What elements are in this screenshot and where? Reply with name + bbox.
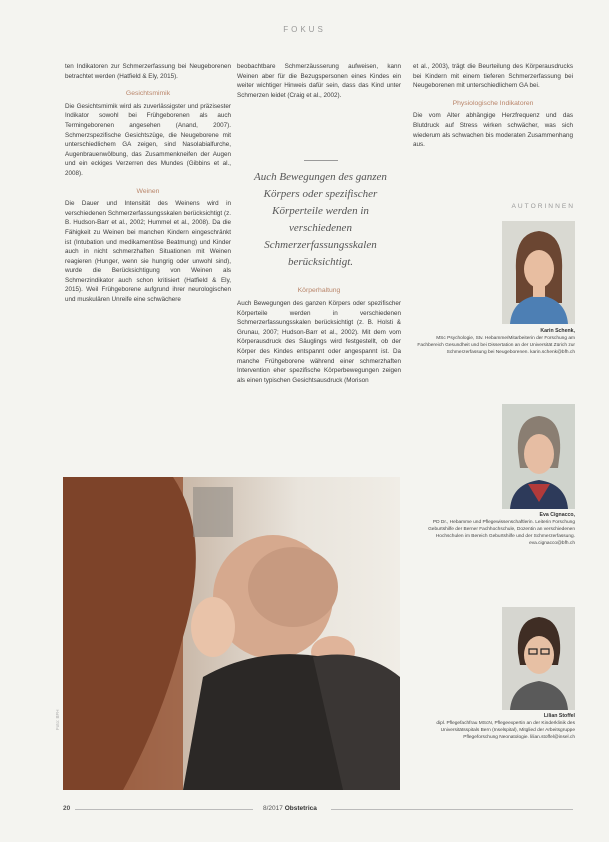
subheading: Gesichtsmimik: [125, 90, 171, 98]
photo-credit: Foto: BFH: [55, 709, 60, 730]
author-description: dipl. Pflegefachfrau MScN, Pflegeexpertin an der Kinderklinik des Universitätsspitals Bern (Inselspital), Mitglied der Arbeitsgruppe Pflegeforschung Neonatologie. lilian.stoffel@insel.ch: [436, 721, 575, 740]
author-description: MSc Psychologie, Stv. Hebamme/Mitarbeiterin der Forschung am Fachbereich Gesundheit und bei Dissertation an der Universität Zürich zur Schmerzerfassung bei Neugeborenen. karin.schenk@bfh.ch: [417, 336, 575, 355]
paragraph: Auch Bewegungen des ganzen Körpers oder spezifischer Körperteile werden in verschiedenen Schmerzerfassungsskalen berücksichtigt (z. B. Holsti & Grunau, 2007; Hudson-Barr et al., 2002). Mit dem vom Körperausdruck des Säuglings wird festgestellt, ob der Körper des Kindes entspannt oder angespannt ist. Da manche Frühgeborene während einer schmerzhaften Intervention eher spezifische Körperbewegungen zeigen als einen typischen Gesichtsausdruck (Morison: [237, 299, 401, 384]
author-name: Eva Cignacco,: [539, 512, 575, 518]
subheading: Weinen: [136, 187, 160, 195]
paragraph: Die Dauer und Intensität des Weinens wird in verschiedenen Schmerzerfassungsskalen berücksichtigt (z. B. Hudson-Barr et al., 2002; Hummel et al., 2008). Da die Fähigkeit zu Weinen bei manchen Kindern eingeschränkt ist (Intubation und medikamentöse Beatmung) und Kinder auch in nicht schmerzhaften Situationen mit Weinen reagieren (Hunger, wenn sie hungrig oder unwohl sind), wurde die Berücksichtigung von Weinen als Schmerzindikator auch schon kritisiert (Hatfield & Ely, 2015). Weil Frühgeborene aufgrund ihrer neurologischen und muskulären Unreife eine schwächere: [65, 200, 231, 304]
section-label: FOKUS: [283, 25, 326, 34]
text-column-1: [65, 62, 231, 305]
mother-baby-photo: [63, 477, 400, 790]
author-bio: [415, 328, 575, 356]
paragraph: Die vom Alter abhängige Herzfrequenz und das Blutdruck auf Stress wirken schwächer, was sich wiederum als schwachen bis moderaten Zusammenhang aus.: [413, 112, 573, 149]
magazine-name: Obstetrica: [284, 805, 317, 812]
subheading: Physiologische Indikatoren: [452, 99, 534, 107]
author-name: Karin Schenk,: [540, 328, 575, 334]
paragraph: beobachtbare Schmerzäusserung aufweisen, kann Weinen aber für die Bezugspersonen eines Kindes ein weiter wichtiger Hinweis dafür sein, dass das Kind unter Schmerzen leidet (Craig et al., 2002).: [237, 63, 401, 99]
magazine-info: [263, 805, 317, 812]
paragraph: et al., 2003), trägt die Beurteilung des Körperausdrucks bei Kindern mit einem tieferen Schmerzerfassung bei Neugeborenen mit unterschiedlichem GA bei.: [413, 63, 573, 90]
author-bio: [415, 512, 575, 547]
author-portrait: [502, 404, 575, 509]
quote-divider: [304, 160, 338, 161]
author-portrait: [502, 221, 575, 324]
issue-number: 8/2017: [263, 805, 283, 812]
footer-rule: [75, 809, 253, 810]
paragraph: ten Indikatoren zur Schmerzerfassung bei Neugeborenen betrachtet werden (Hatfield & Ely, 2015).: [65, 63, 231, 80]
authors-heading: AUTORINNEN: [511, 203, 575, 210]
page-number: 20: [63, 805, 71, 812]
pull-quote: [243, 160, 398, 271]
author-name: Lilian Stoffel: [543, 713, 575, 719]
footer-rule: [331, 809, 573, 810]
author-portrait: [502, 607, 575, 710]
paragraph: Die Gesichtsmimik wird als zuverlässigster und präzisester Indikator sowohl bei Frühgeborenen als auch Termingeborenen angesehen (Anand, 2007). Schmerzspezifische Gesichtszüge, die Neugeborene mit unterschiedlichem GA zeigen, sind Nasolabialfurche, Augenbrauenwölbung, das Zusammenkneifen der Augen und ein eckiges Verzerren des Mundes (Gibbins et al., 2008).: [65, 102, 231, 177]
author-description: PD Dr., Hebamme und Pflegewissenschaftlerin. Leiterin Forschung Geburtshilfe der Berner Fachhochschule, Dozentin an verschiedenen Hochschulen im Bereich Geburtshilfe und der Schmerzerfassung. eva.cignacco@bfh.ch: [428, 520, 575, 546]
text-column-3: [413, 62, 573, 150]
pull-quote-text: Auch Bewegungen des ganzen Körpers oder spezifischer Körperteile werden in verschiedenen Schmerzerfassungsskalen berücksichtigt.: [254, 171, 387, 268]
author-bio: [415, 713, 575, 741]
subheading: Körperhaltung: [297, 287, 341, 295]
